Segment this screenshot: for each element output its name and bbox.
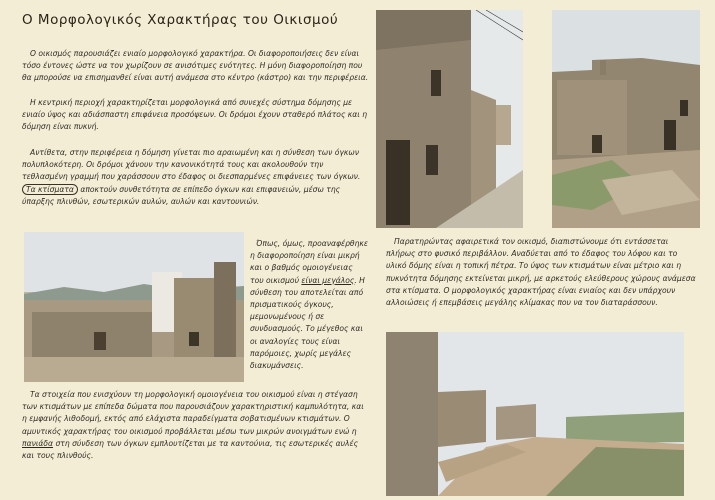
stone-alley-photo — [376, 10, 523, 228]
paragraph-intro: Ο οικισμός παρουσιάζει ενιαίο μορφολογικό χαρακτήρα. Οι διαφοροποιήσεις δεν είναι τόσο έντονες ώστε να τον χωρίζουν σε ανισότιμες ενότητες. Η μόνη διαφοροποίηση που θα μπορούσε να επισημανθεί είναι αυτή ανάμεσα στο κέντρο (κάστρο) και την περιφέρεια. — [22, 49, 369, 83]
ruined-houses-photo — [552, 10, 700, 228]
dirt-road-photo — [386, 332, 684, 496]
underlined-phrase: είναι μεγάλος — [301, 275, 355, 285]
circled-term: Τα κτίσματα — [22, 184, 78, 195]
page-title: Ο Μορφολογικός Χαρακτήρας του Οικισμού — [22, 12, 339, 28]
paragraph-center: Η κεντρική περιοχή χαρακτηρίζεται μορφολογικά από συνεχές σύστημα δόμησης με ενιαίο ύψος και αδιάσπαστη επιφάνεια προσόψεων. Οι δρόμοι έχουν σταθερό πλάτος και η δόμηση είναι πυκνή. — [22, 98, 368, 132]
paragraph-periphery-part-b: αποκτούν συνθετότητα σε επίπεδο όγκων και επιφανειών, μέσω της ύπαρξης πλινθών, εσωτερικών αυλών, αυλών και καντουνιών. — [22, 184, 341, 206]
paragraph-elements-part-b: στη σύνδεση των όγκων εμπλουτίζεται με τα καντούνια, τις εσωτερικές αυλές και τους πλινθούς. — [22, 438, 359, 461]
underlined-word: πανιάδα — [22, 438, 54, 448]
paragraph-homogeneity-part-a: Όπως, όμως, προαναφέρθηκε η διαφοροποίηση είναι μικρή και ο βαθμός ομοιογένειας του οικισμού — [250, 239, 368, 285]
paragraph-periphery — [22, 147, 370, 208]
paragraph-periphery-part-a: Αντίθετα, στην περιφέρεια η δόμηση γίνεται πιο αραιωμένη και η σύνθεση των όγκων πολυπλοκότερη. Οι δρόμοι χάνουν την κανονικότητά τους και ακολουθούν την τεθλασμένη γραμμή που χαράσσουν στο έδαφος οι διεσπαρμένες επιφάνειες των όγκων. — [22, 148, 361, 182]
paragraph-elements — [22, 389, 370, 462]
paragraph-elements-part-a: Τα στοιχεία που ενισχύουν τη μορφολογική ομοιογένεια του οικισμού είναι η στέγαση των κτισμάτων με επίπεδα δώματα που παρουσιάζουν χαρακτηριστική καμπυλότητα, και η εμφανής λιθοδομή, εκτός από ελάχιστα παραδείγματα σοβατισμένων κτισμάτων. Ο αμυντικός χαρακτήρας του οικισμού προβάλλεται μέσω των μικρών ανοιγμάτων ενώ η — [22, 390, 364, 436]
village-rooftops-photo — [24, 232, 244, 382]
paragraph-conclusion: Παρατηρώντας αφαιρετικά τον οικισμό, διαπιστώνουμε ότι εντάσσεται πλήρως στο φυσικό περιβάλλον. Αναδύεται από το έδαφος του λόφου και το υλικό δόμης είναι η τοπική πέτρα. Το ύψος των κτισμάτων είναι μέτριο και η πυκνότητα δόμησης εκτείνεται μικρή, με αρκετούς ελεύθερους χώρους ανάμεσα στα κτίσματα. Ο μορφολογικός χαρακτήρας είναι ενιαίος και δεν υπάρχουν αλλοιώσεις ή επεμβάσεις μεγάλης κλίμακας που να τον διαταράσσουν. — [386, 237, 696, 308]
paragraph-homogeneity — [250, 238, 368, 372]
paragraph-homogeneity-part-b: . Η σύνθεση του αποτελείται από πρισματικούς όγκους, μεμονωμένους ή σε συνδυασμούς. Το μέγεθος και οι αναλογίες τους είναι παρόμοιες, χωρίς μεγάλες διακυμάνσεις. — [250, 275, 365, 371]
